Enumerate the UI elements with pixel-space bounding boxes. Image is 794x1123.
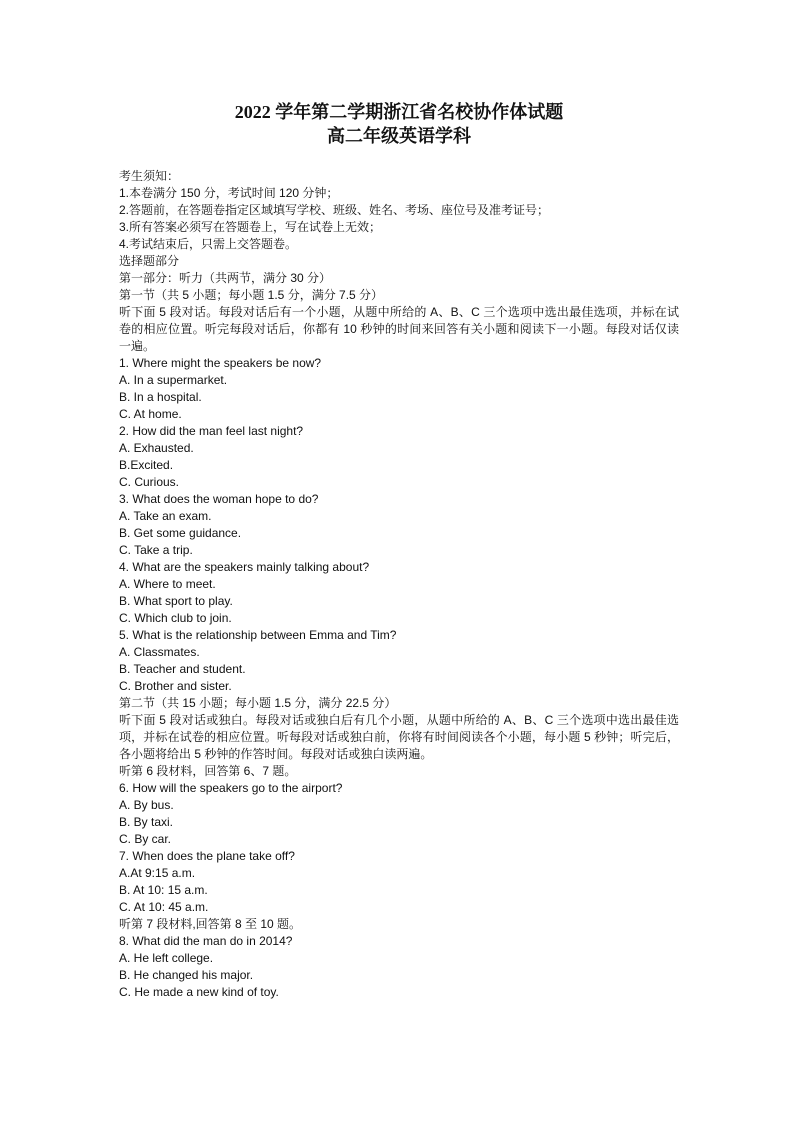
listening-section-2: [119, 695, 679, 1001]
answer-option: A. In a supermarket.: [119, 373, 228, 387]
answer-option: C. At 10: 45 a.m.: [119, 900, 209, 914]
section-title: 第一节（共 5 小题；每小题 1.5 分，满分 7.5 分）: [119, 288, 384, 302]
answer-option: B. In a hospital.: [119, 390, 202, 404]
question-stem: 3. What does the woman hope to do?: [119, 492, 319, 506]
question-block: [119, 355, 679, 423]
question-stem: 6. How will the speakers go to the airport?: [119, 781, 343, 795]
exam-title: 2022 学年第二学期浙江省名校协作体试题: [234, 102, 564, 122]
question-block: [119, 423, 679, 491]
material-label: 听第 7 段材料,回答第 8 至 10 题。: [119, 917, 302, 931]
notice-item: 4.考试结束后，只需上交答题卷。: [119, 237, 298, 251]
question-stem: 8. What did the man do in 2014?: [119, 934, 293, 948]
question-block: [119, 848, 679, 916]
question-stem: 4. What are the speakers mainly talking about?: [119, 560, 370, 574]
section-instructions: 听下面 5 段对话或独白。每段对话或独白后有几个小题，从题中所给的 A、B、C 三个选项中选出最佳选项，并标在试卷的相应位置。听每段对话或独白前，你将有时间阅读各个小题，每小题 5 秒钟；听完后，各小题将给出 5 秒钟的作答时间。每段对话或独白读两遍。: [119, 713, 679, 761]
section-title: 第二节（共 15 小题；每小题 1.5 分，满分 22.5 分）: [119, 696, 397, 710]
answer-option: B. Teacher and student.: [119, 662, 246, 676]
answer-option: B. What sport to play.: [119, 594, 233, 608]
answer-option: A. Exhausted.: [119, 441, 194, 455]
question-stem: 2. How did the man feel last night?: [119, 424, 304, 438]
question-block: [119, 491, 679, 559]
question-block: [119, 780, 679, 848]
answer-option: A. He left college.: [119, 951, 214, 965]
question-block: [119, 933, 679, 1001]
answer-option: C. He made a new kind of toy.: [119, 985, 279, 999]
answer-option: C. Which club to join.: [119, 611, 232, 625]
answer-option: C. Take a trip.: [119, 543, 193, 557]
notice-item: 1.本卷满分 150 分，考试时间 120 分钟；: [119, 186, 339, 200]
answer-option: A.At 9:15 a.m.: [119, 866, 196, 880]
answer-option: A. Where to meet.: [119, 577, 216, 591]
material-label: 听第 6 段材料，回答第 6、7 题。: [119, 764, 297, 778]
exam-page: [119, 100, 679, 1001]
question-stem: 1. Where might the speakers be now?: [119, 356, 322, 370]
answer-option: C. By car.: [119, 832, 172, 846]
part-title: 第一部分：听力（共两节，满分 30 分）: [119, 271, 332, 285]
answer-option: C. Curious.: [119, 475, 180, 489]
question-block: [119, 627, 679, 695]
question-block: [119, 559, 679, 627]
candidate-notice: [119, 168, 679, 253]
answer-option: A. Classmates.: [119, 645, 200, 659]
answer-option: A. Take an exam.: [119, 509, 212, 523]
answer-option: B.Excited.: [119, 458, 174, 472]
answer-option: B. At 10: 15 a.m.: [119, 883, 208, 897]
answer-option: A. By bus.: [119, 798, 174, 812]
answer-option: B. By taxi.: [119, 815, 174, 829]
notice-item: 3.所有答案必须写在答题卷上，写在试卷上无效；: [119, 220, 382, 234]
answer-option: C. Brother and sister.: [119, 679, 232, 693]
question-stem: 5. What is the relationship between Emma and Tim?: [119, 628, 397, 642]
question-stem: 7. When does the plane take off?: [119, 849, 295, 863]
answer-option: B. He changed his major.: [119, 968, 254, 982]
notice-heading: 考生须知：: [119, 169, 180, 183]
listening-section-1: [119, 287, 679, 695]
answer-option: B. Get some guidance.: [119, 526, 242, 540]
section-instructions: 听下面 5 段对话。每段对话后有一个小题，从题中所给的 A、B、C 三个选项中选出最佳选项，并标在试卷的相应位置。听完每段对话后，你都有 10 秒钟的时间来回答有关小题和阅读下一小题。每段对话仅读一遍。: [119, 305, 679, 353]
answer-option: C. At home.: [119, 407, 182, 421]
exam-subtitle: 高二年级英语学科: [327, 126, 471, 146]
section-label: 选择题部分: [119, 254, 180, 268]
notice-item: 2.答题前，在答题卷指定区域填写学校、班级、姓名、考场、座位号及准考证号；: [119, 203, 550, 217]
